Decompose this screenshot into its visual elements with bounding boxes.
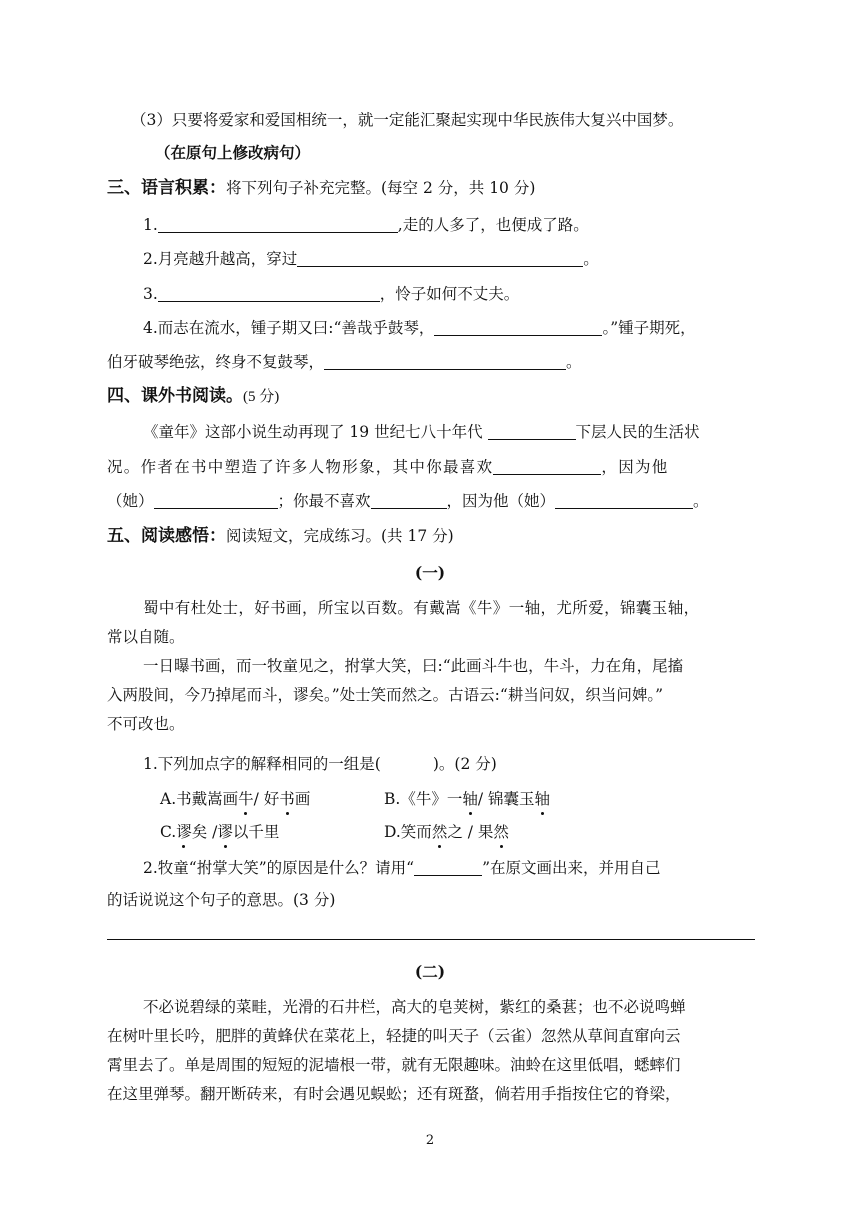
section-5-heading (107, 526, 454, 546)
question-2-line-2: 的话说说这个句子的意思。(3 分) (107, 891, 336, 909)
question-text: ”在原文画出来，并用自己 (482, 859, 661, 877)
passage-2-line: 霄里去了。单是周围的短短的泥墙根一带，就有无限趣味。油蛉在这里低唱，蟋蟀们 (107, 1056, 681, 1074)
option-c[interactable] (160, 822, 279, 842)
passage-2-line: 在树叶里长吟，肥胖的黄蜂伏在菜花上，轻捷的叫天子（云雀）忽然从草间直窜向云 (107, 1027, 681, 1045)
question-text: 4.而志在流水，锺子期又曰:“善哉乎鼓琴， (143, 319, 435, 337)
fill-question-4 (143, 318, 696, 338)
dotted-char: 轴 (534, 790, 551, 808)
passage-1-title: (一) (414, 563, 446, 582)
answer-blank[interactable] (371, 492, 447, 509)
option-text: 之 / 果 (447, 823, 494, 841)
question-2-line-1 (143, 858, 661, 878)
section-instruction: 将下列句子补充完整。(每空 2 分，共 10 分) (226, 179, 536, 197)
answer-blank[interactable] (158, 285, 380, 302)
passage-1-line: 蜀中有杜处士，好书画，所宝以百数。有戴嵩《牛》一轴，尤所爱，锦囊玉轴， (143, 599, 700, 617)
section-title: 三、语言积累： (107, 178, 226, 198)
question-text: )。(2 分) (432, 755, 497, 773)
reading-line-1 (143, 422, 700, 442)
question-text: 。 (566, 353, 582, 371)
question-text: ，怜子如何不丈夫。 (379, 285, 520, 303)
option-text: 矣 / (191, 823, 218, 841)
question-number: 1. (143, 216, 158, 234)
passage-1-line: 常以自随。 (107, 628, 185, 646)
dotted-char: 然 (431, 823, 448, 841)
option-b[interactable] (384, 789, 550, 809)
dotted-char: 轴 (462, 790, 478, 808)
question-text: 2.牧童“拊掌大笑”的原因是什么？请用“ (143, 859, 415, 877)
answer-blank[interactable] (154, 492, 278, 509)
reading-line-2 (107, 457, 669, 477)
question-text: ，因为他 (601, 458, 669, 476)
answer-blank[interactable] (493, 458, 601, 475)
answer-blank[interactable] (434, 319, 602, 336)
answer-blank[interactable] (555, 492, 693, 509)
section-instruction: 阅读短文，完成练习。(共 17 分) (226, 527, 454, 545)
option-text: / 锦囊玉 (477, 790, 535, 808)
choice-question-1 (143, 754, 497, 774)
question-text: 况。作者在书中塑造了许多人物形象，其中你最喜欢 (107, 458, 494, 476)
answer-blank[interactable] (297, 250, 583, 267)
passage-1-line: 不可改也。 (107, 715, 185, 733)
dotted-char: 书 (279, 790, 295, 808)
section-3-heading (107, 178, 535, 198)
section-4-heading (107, 386, 279, 407)
question-text: ，因为他（她） (446, 492, 556, 510)
question-number: 3. (143, 285, 158, 303)
underline-sample (414, 859, 482, 876)
fill-question-3 (143, 284, 519, 304)
section-score: (5 分) (243, 389, 280, 405)
question-3-note: （在原句上修改病句） (155, 143, 311, 162)
dotted-char: 谬 (176, 823, 192, 841)
question-text: （她） (107, 492, 154, 510)
dotted-char: 牛 (238, 790, 254, 808)
option-text: 以千里 (232, 823, 280, 841)
answer-blank[interactable] (324, 353, 566, 370)
question-text: 2.月亮越升越高，穿过 (143, 250, 298, 268)
question-text: 。 (583, 250, 599, 268)
fill-question-2 (143, 249, 599, 269)
passage-2-line: 在这里弹琴。翻开断砖来，有时会遇见蜈蚣；还有斑蝥，倘若用手指按住它的脊梁， (107, 1085, 681, 1103)
page-number: 2 (425, 1133, 435, 1148)
option-text: C. (160, 823, 177, 841)
question-text: ；你最不喜欢 (277, 492, 371, 510)
section-title: 五、阅读感悟： (107, 526, 226, 546)
reading-line-3 (107, 491, 709, 511)
question-text: 下层人民的生活状 (575, 423, 700, 441)
question-3-text: （3）只要将爱家和爱国相统一，就一定能汇聚起实现中华民族伟大复兴中国梦。 (131, 111, 684, 129)
option-text: A.书戴嵩画 (160, 790, 239, 808)
dotted-char: 然 (493, 823, 509, 841)
question-text: 《童年》这部小说生动再现了 19 世纪七八十年代 (143, 423, 483, 441)
option-d[interactable] (384, 822, 509, 842)
section-title: 四、课外书阅读。 (107, 386, 243, 406)
option-text: D.笑而 (384, 823, 432, 841)
passage-1-line: 入两股间，今乃掉尾而斗，谬矣。”处士笑而然之。古语云:“耕当问奴，织当问婢。” (107, 686, 663, 704)
question-text: 。”锺子期死， (602, 319, 696, 337)
answer-blank[interactable] (158, 216, 398, 233)
answer-blank[interactable] (488, 423, 576, 440)
question-text: 1.下列加点字的解释相同的一组是( (143, 755, 381, 773)
option-text: / 好 (253, 790, 280, 808)
fill-question-4-line-2 (107, 352, 582, 372)
passage-1-line: 一日曝书画，而一牧童见之，拊掌大笑，曰:“此画斗牛也，牛斗，力在角，尾搐 (143, 657, 684, 675)
option-text: B.《牛》一 (384, 790, 463, 808)
passage-2-title: (二) (414, 962, 446, 981)
option-text: 画 (294, 790, 311, 808)
fill-question-1 (143, 215, 589, 235)
question-text: ,走的人多了，也便成了路。 (397, 216, 589, 234)
answer-line[interactable] (107, 939, 755, 940)
answer-blank[interactable] (381, 756, 433, 772)
dotted-char: 谬 (217, 823, 233, 841)
passage-2-line: 不必说碧绿的菜畦，光滑的石井栏，高大的皂荚树，紫红的桑葚；也不必说鸣蝉 (143, 998, 686, 1016)
option-a[interactable] (160, 789, 310, 809)
question-text: 。 (693, 492, 709, 510)
question-text: 伯牙破琴绝弦，终身不复鼓琴， (107, 353, 325, 371)
